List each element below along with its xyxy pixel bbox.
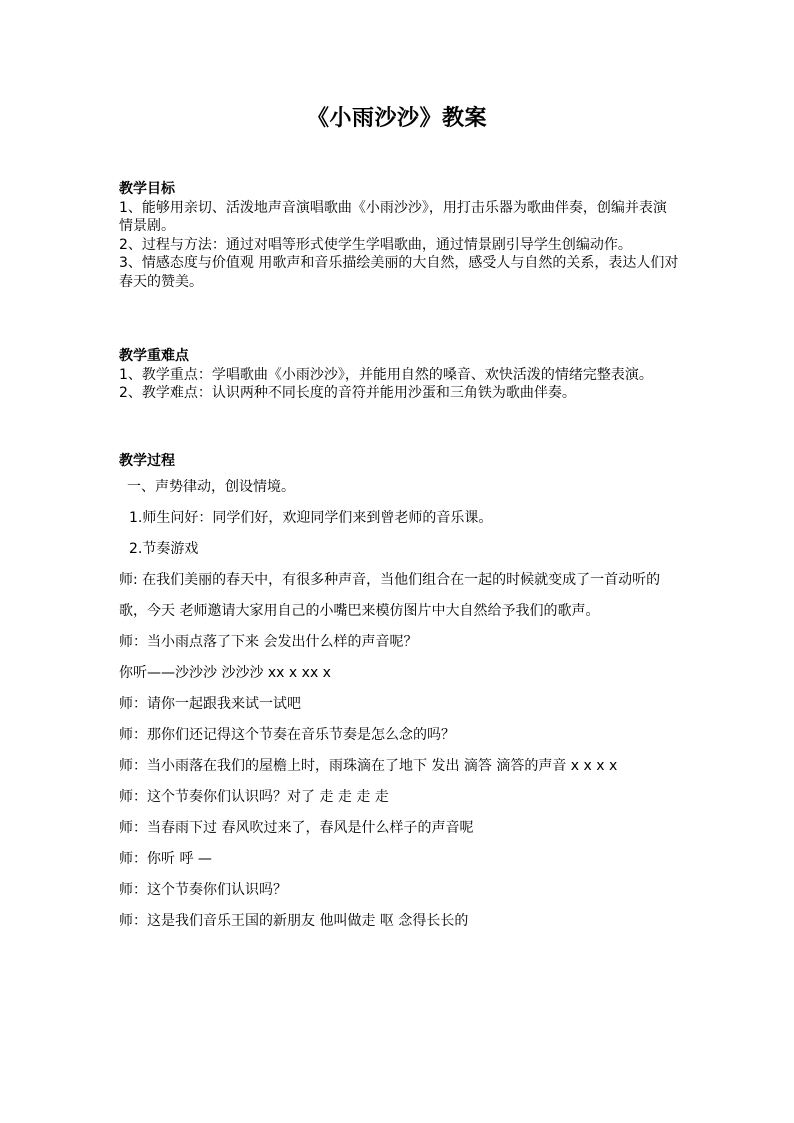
process-line: 你听——沙沙沙 沙沙沙 xx x xx x (119, 665, 331, 681)
process-heading: 教学过程 (119, 453, 175, 469)
process-line: 师：当小雨点落了下来 会发出什么样的声音呢？ (119, 634, 418, 650)
document-title: 《小雨沙沙》教案 (306, 106, 487, 131)
process-heading-block (119, 452, 679, 471)
key-points-heading: 教学重难点 (119, 348, 189, 364)
process-line: 师：这是我们音乐王国的新朋友 他叫做走 呕 念得长长的 (119, 913, 469, 929)
objectives-section (119, 180, 679, 291)
process-line: 师：请你一起跟我来试一试吧 (119, 696, 301, 712)
process-line: 师：你听 呼 — (119, 851, 212, 867)
key-point-item: 1、教学重点：学唱歌曲《小雨沙沙》，并能用自然的嗓音、欢快活泼的情绪完整表演。 (119, 366, 653, 383)
key-points-section (119, 347, 679, 403)
objectives-heading: 教学目标 (119, 181, 175, 197)
process-line: 师：这个节奏你们认识吗？ (119, 882, 287, 898)
key-point-item: 2、教学难点：认识两种不同长度的音符并能用沙蛋和三角铁为歌曲伴奏。 (119, 385, 576, 401)
process-line: 一、声势律动，创设情境。 (127, 479, 295, 495)
objective-item: 3、情感态度与价值观 用歌声和音乐描绘美丽的大自然，感受人与自然的关系，表达人们对春天的赞美。 (119, 255, 679, 290)
process-line: 师：这个节奏你们认识吗？对了 走 走 走 走 (119, 789, 389, 805)
process-line: 师: 在我们美丽的春天中，有很多种声音，当他们组合在一起的时候就变成了一首动听的歌，今天 老师邀请大家用自己的小嘴巴来模仿图片中大自然给予我们的歌声。 (119, 572, 661, 619)
process-line: 师：当春雨下过 春风吹过来了，春风是什么样子的声音呢 (119, 820, 474, 836)
process-line: 师：那你们还记得这个节奏在音乐节奏是怎么念的吗？ (119, 727, 455, 743)
objective-item: 1、能够用亲切、活泼地声音演唱歌曲《小雨沙沙》，用打击乐器为歌曲伴奏，创编并表演情景剧。 (119, 199, 667, 234)
process-line: 1.师生问好：同学们好，欢迎同学们来到曾老师的音乐课。 (129, 510, 493, 526)
objective-item: 2、过程与方法：通过对唱等形式使学生学唱歌曲，通过情景剧引导学生创编动作。 (119, 236, 632, 253)
process-line: 师：当小雨落在我们的屋檐上时，雨珠滴在了地下 发出 滴答 滴答的声音 x x x x (119, 758, 618, 774)
process-section (119, 472, 679, 937)
process-line: 2.节奏游戏 (129, 541, 199, 557)
